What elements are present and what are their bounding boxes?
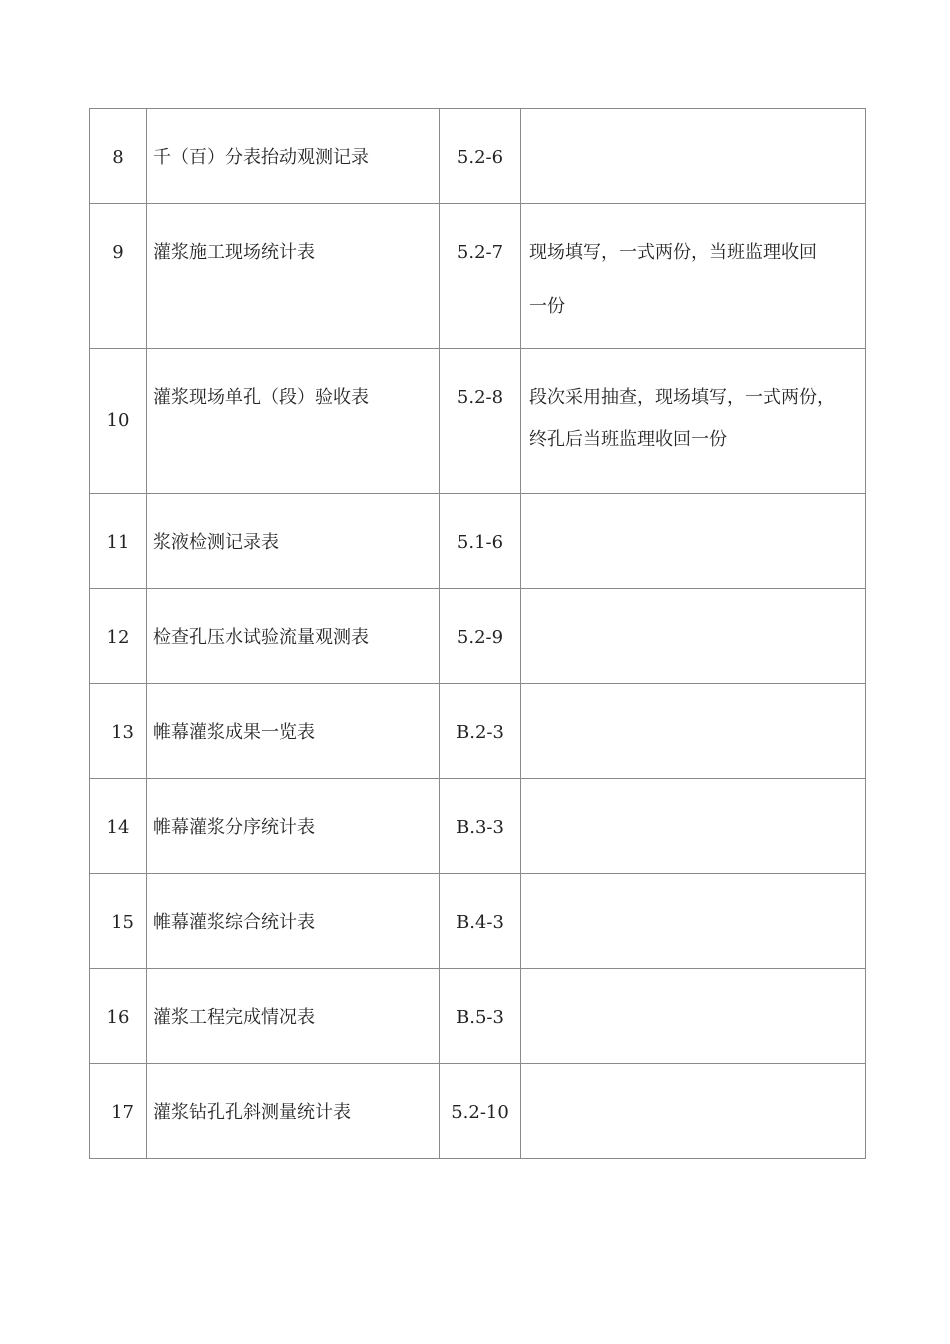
form-name: 灌浆现场单孔（段）验收表 — [147, 349, 440, 494]
form-note — [521, 684, 866, 779]
form-note — [521, 349, 866, 494]
form-code: 5.2-8 — [440, 349, 521, 494]
note-line: 一份 — [529, 296, 565, 317]
row-number: 14 — [90, 779, 147, 874]
table-row — [90, 684, 866, 779]
form-code: 5.2-7 — [440, 204, 521, 349]
form-note — [521, 109, 866, 204]
form-code: B.3-3 — [440, 779, 521, 874]
form-note — [521, 969, 866, 1064]
form-name: 千（百）分表抬动观测记录 — [147, 109, 440, 204]
form-name: 灌浆钻孔孔斜测量统计表 — [147, 1064, 440, 1159]
row-number: 10 — [90, 349, 147, 494]
table-row — [90, 969, 866, 1064]
table-row — [90, 779, 866, 874]
row-number: 9 — [90, 204, 147, 349]
form-name: 帷幕灌浆分序统计表 — [147, 779, 440, 874]
table-row — [90, 1064, 866, 1159]
row-number: 12 — [90, 589, 147, 684]
form-name: 浆液检测记录表 — [147, 494, 440, 589]
form-code: B.4-3 — [440, 874, 521, 969]
form-code: 5.2-10 — [440, 1064, 521, 1159]
form-name: 灌浆施工现场统计表 — [147, 204, 440, 349]
row-number: 8 — [90, 109, 147, 204]
table-row — [90, 589, 866, 684]
row-number: 11 — [90, 494, 147, 589]
table-row — [90, 874, 866, 969]
form-note — [521, 204, 866, 349]
table-row — [90, 204, 866, 349]
row-number: 17 — [90, 1064, 147, 1159]
form-code: 5.1-6 — [440, 494, 521, 589]
form-name: 检查孔压水试验流量观测表 — [147, 589, 440, 684]
table-row — [90, 494, 866, 589]
forms-table — [89, 108, 866, 1159]
note-line: 现场填写，一式两份，当班监理收回 — [529, 242, 817, 263]
row-number: 15 — [90, 874, 147, 969]
form-name: 帷幕灌浆成果一览表 — [147, 684, 440, 779]
form-code: 5.2-9 — [440, 589, 521, 684]
form-note — [521, 1064, 866, 1159]
row-number: 16 — [90, 969, 147, 1064]
form-code: B.2-3 — [440, 684, 521, 779]
row-number: 13 — [90, 684, 147, 779]
form-note — [521, 494, 866, 589]
form-note — [521, 874, 866, 969]
form-code: B.5-3 — [440, 969, 521, 1064]
form-name: 灌浆工程完成情况表 — [147, 969, 440, 1064]
note-line: 段次采用抽查，现场填写，一式两份， — [529, 387, 835, 408]
table-row — [90, 109, 866, 204]
form-name: 帷幕灌浆综合统计表 — [147, 874, 440, 969]
form-note — [521, 589, 866, 684]
table-row — [90, 349, 866, 494]
form-note — [521, 779, 866, 874]
note-line: 终孔后当班监理收回一份 — [529, 429, 727, 450]
form-code: 5.2-6 — [440, 109, 521, 204]
